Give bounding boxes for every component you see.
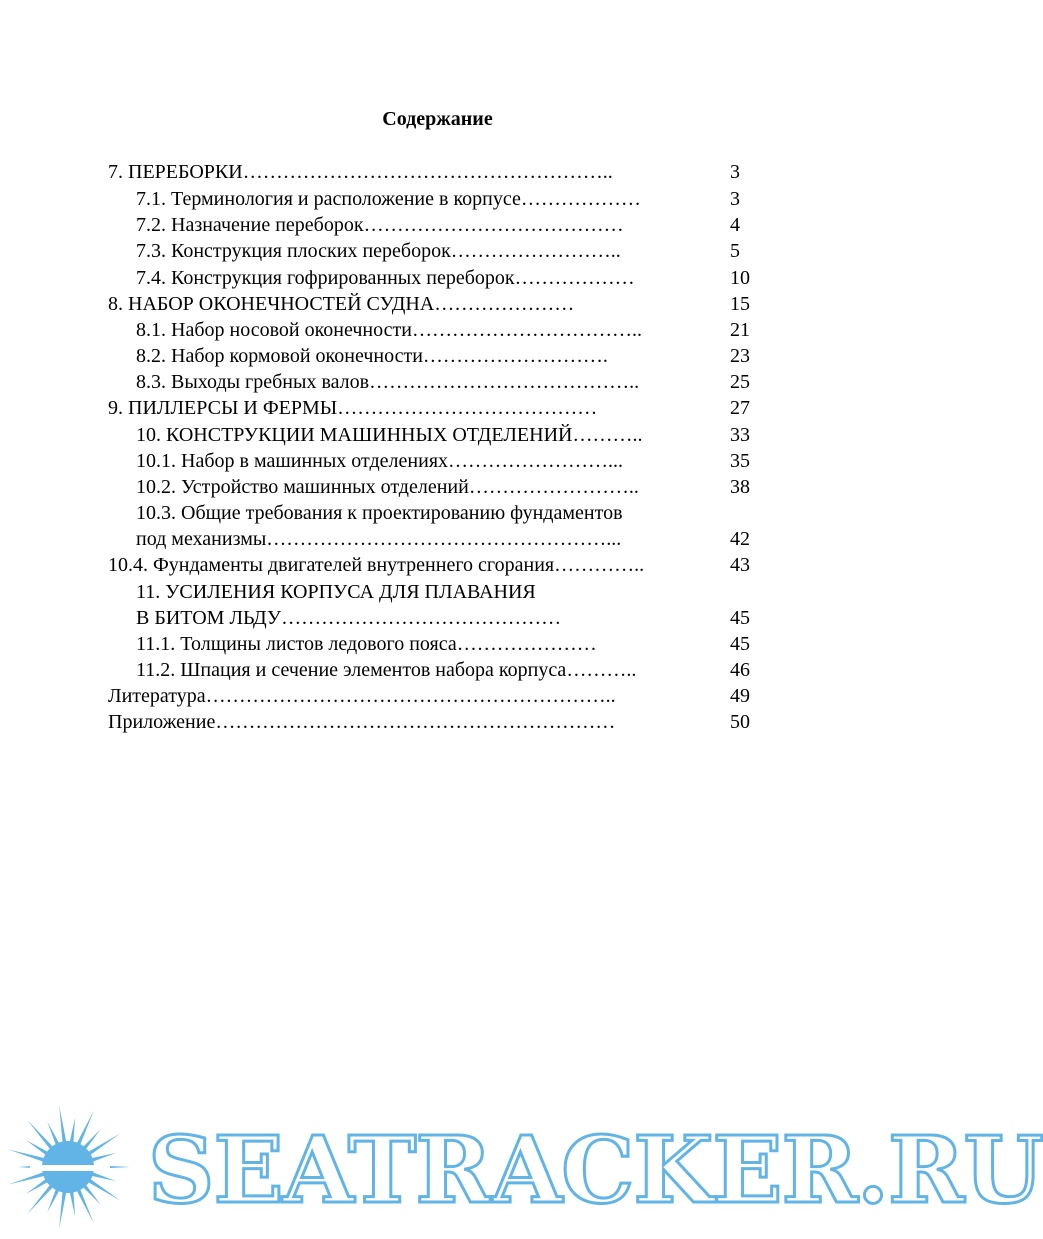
toc-entry-text: В БИТОМ ЛЬДУ…………………………………… [136, 607, 562, 629]
toc-entry-page: 50 [730, 711, 750, 733]
toc-entry [136, 423, 750, 448]
toc-entry-page: 5 [730, 240, 740, 262]
toc-entry-text: 9. ПИЛЛЕРСЫ И ФЕРМЫ………………………………… [108, 397, 598, 419]
toc-entry-page: 46 [730, 659, 750, 681]
toc-entry-text: 7.4. Конструкция гофрированных переборок……………… [136, 267, 635, 289]
sun-ray [9, 1172, 46, 1185]
toc-entry-text: 10.3. Общие требования к проектированию фундаментов [136, 502, 623, 524]
sun-ray [90, 1153, 116, 1162]
page-title: Содержание [382, 108, 493, 130]
sun-ray [9, 1150, 46, 1163]
toc-entry [136, 658, 750, 683]
sun-ray [70, 1118, 76, 1144]
toc-entry-page: 43 [730, 554, 750, 576]
toc-entry-page: 45 [730, 633, 750, 655]
toc-entry [136, 344, 750, 369]
toc-entry [136, 501, 750, 526]
toc-entry-text: 10. КОНСТРУКЦИИ МАШИННЫХ ОТДЕЛЕНИЙ……….. [136, 424, 643, 446]
sun-ray [47, 1122, 60, 1147]
toc-entry [136, 370, 750, 395]
sun-ray [59, 1106, 66, 1144]
toc-entry-text: под механизмы……………………………………………... [136, 528, 622, 550]
toc-entry-text: 10.2. Устройство машинных отделений…………………….. [136, 476, 639, 498]
toc-entry-text: 10.1. Набор в машинных отделениях……………………... [136, 450, 624, 472]
sun-ray [47, 1188, 60, 1213]
toc-entry-text: 8. НАБОР ОКОНЕЧНОСТЕЙ СУДНА………………… [108, 293, 575, 315]
toc-entry-text: 10.4. Фундаменты двигателей внутреннего сгорания………….. [108, 554, 645, 576]
toc-entry [136, 449, 750, 474]
toc-entry-page: 15 [730, 293, 750, 315]
toc-entry [136, 580, 750, 605]
toc-entry [108, 292, 750, 317]
toc-entry-text: 8.3. Выходы гребных валов………………………………….. [136, 371, 640, 393]
sun-ray [70, 1190, 76, 1216]
toc-entry-page: 27 [730, 397, 750, 419]
sun-ray [27, 1184, 53, 1214]
sun-ray [90, 1172, 116, 1181]
toc-entry [108, 396, 750, 421]
toc-entry-text: 7.2. Назначение переборок………………………………… [136, 214, 624, 236]
sun-ray [59, 1190, 66, 1228]
toc-entry-page: 49 [730, 685, 750, 707]
toc-entry-page: 3 [730, 188, 740, 210]
toc-entry [136, 266, 750, 291]
toc-entry-text: Литература…………………………………………………….. [108, 685, 616, 707]
toc-entry-page: 3 [730, 161, 740, 183]
toc-entry-text: 7.3. Конструкция плоских переборок…………………….. [136, 240, 621, 262]
toc-entry-text: 11.2. Шпация и сечение элементов набора корпуса……….. [136, 659, 637, 681]
toc-entry [108, 684, 750, 709]
toc-entry [136, 239, 740, 264]
sun-ray [27, 1120, 53, 1150]
toc-entry [108, 710, 750, 735]
toc-entry [108, 553, 750, 578]
toc-entry [136, 632, 750, 657]
toc-entry-text: Приложение…………………………………………………… [108, 711, 616, 733]
toc-entry-page: 4 [730, 214, 740, 236]
toc-entry-text: 7.1. Терминология и расположение в корпусе……………… [136, 188, 641, 210]
toc-entry-page: 21 [730, 319, 750, 341]
sun-ray [87, 1134, 120, 1156]
toc-entry [108, 160, 740, 185]
toc-entry-text: 7. ПЕРЕБОРКИ……………………………………………….. [108, 161, 613, 183]
toc-entry-page: 35 [730, 450, 750, 472]
toc-entry-text: 11. УСИЛЕНИЯ КОРПУСА ДЛЯ ПЛАВАНИЯ [136, 581, 536, 603]
toc-entry-text: 8.1. Набор носовой оконечности…………………………….. [136, 319, 642, 341]
toc-entry-page: 25 [730, 371, 750, 393]
toc-entry-page: 33 [730, 424, 750, 446]
watermark-text: SEATRACKER.RU [148, 1116, 1043, 1224]
toc-entry-page: 45 [730, 607, 750, 629]
toc-entry [136, 213, 740, 238]
toc-entry [136, 187, 740, 212]
toc-entry [136, 475, 750, 500]
toc-entry-text: 8.2. Набор кормовой оконечности………………………. [136, 345, 608, 367]
toc-entry-page: 42 [730, 528, 750, 550]
toc-entry-text: 11.1. Толщины листов ледового пояса………………… [136, 633, 597, 655]
toc-entry [136, 527, 750, 552]
toc-entry [136, 606, 750, 631]
toc-entry-page: 10 [730, 267, 750, 289]
toc-entry-page: 38 [730, 476, 750, 498]
toc-entry-page: 23 [730, 345, 750, 367]
sun-ray [87, 1178, 120, 1200]
toc-entry [136, 318, 750, 343]
